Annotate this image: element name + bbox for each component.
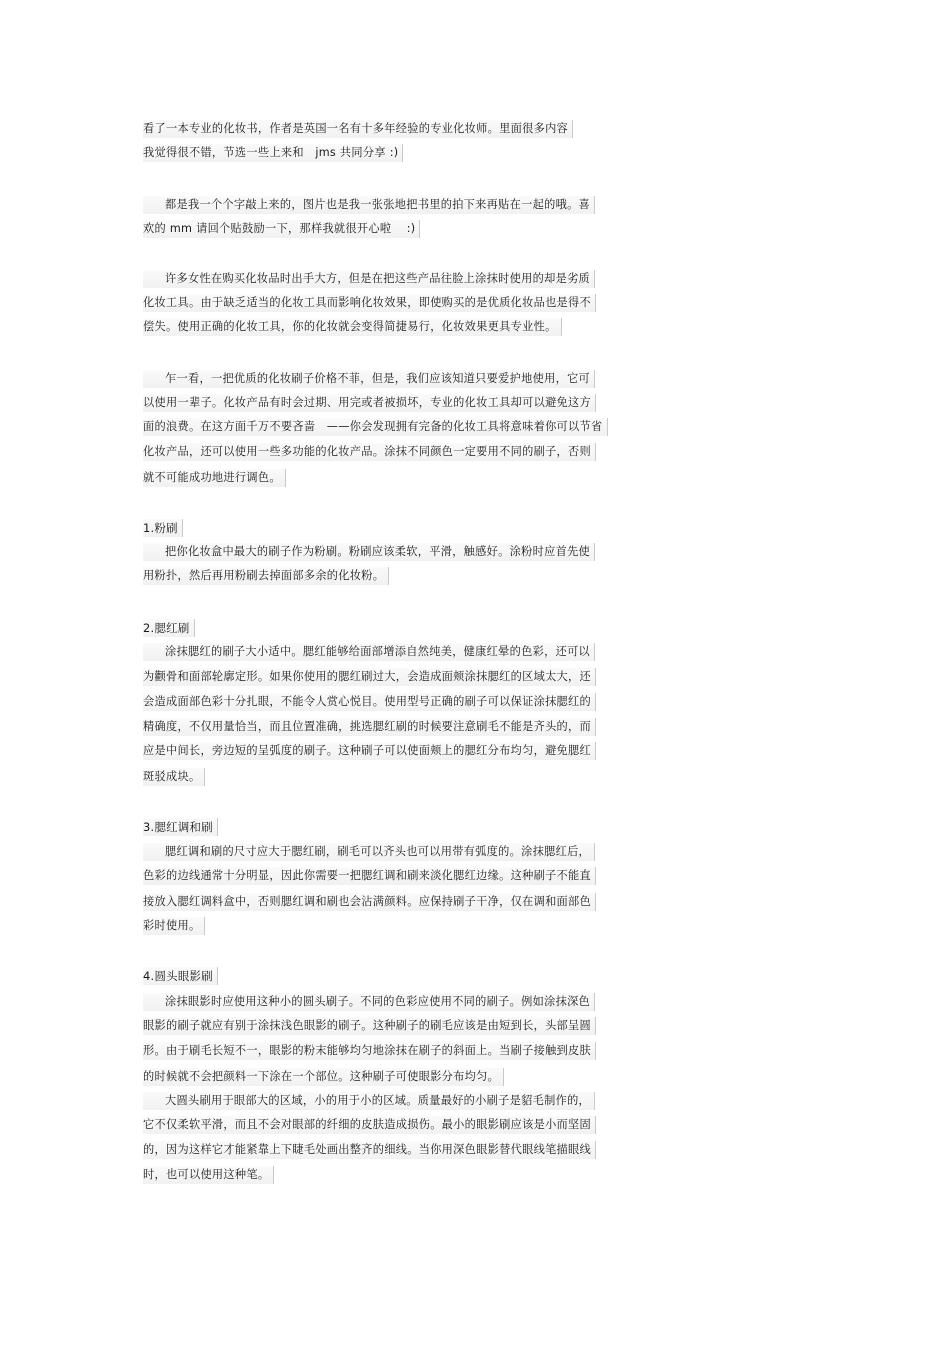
text-line: 为颧骨和面部轮廓定形。如果你使用的腮红刷过大，会造成面颊涂抹腮红的区域太大，还	[143, 668, 596, 686]
section-heading: 1.粉刷	[143, 519, 183, 537]
text-line: 用粉扑，然后再用粉刷去掉面部多余的化妆粉。	[143, 567, 389, 585]
text-line: 我觉得很不错，节选一些上来和 jms 共同分享 :)	[143, 144, 403, 162]
text-line: 的，因为这样它才能紧靠上下睫毛处画出整齐的细线。当你用深色眼影替代眼线笔描眼线	[143, 1141, 596, 1159]
text-line: 形。由于刷毛长短不一，眼影的粉末能够均匀地涂抹在刷子的斜面上。当刷子接触到皮肤	[143, 1042, 596, 1060]
text-line: 看了一本专业的化妆书，作者是英国一名有十多年经验的专业化妆师。里面很多内容	[143, 120, 573, 138]
text-line: 欢的 mm 请回个贴鼓励一下，那样我就很开心啦 :)	[143, 220, 420, 238]
text-line: 眼影的刷子就应有别于涂抹浅色眼影的刷子。这种刷子的刷毛应该是由短到长，头部呈圆	[143, 1017, 596, 1035]
text-line: 它不仅柔软平滑，而且不会对眼部的纤细的皮肤造成损伤。最小的眼影刷应该是小而坚固	[143, 1116, 596, 1134]
text-line: 涂抹腮红的刷子大小适中。腮红能够给面部增添自然纯美，健康红晕的色彩，还可以	[143, 643, 595, 661]
text-line: 彩时使用。	[143, 917, 205, 935]
text-line: 把你化妆盒中最大的刷子作为粉刷。粉刷应该柔软，平滑，触感好。涂粉时应首先使	[143, 543, 595, 561]
text-line: 接放入腮红调料盒中，否则腮红调和刷也会沾满颜料。应保持刷子干净，仅在调和面部色	[143, 893, 596, 911]
text-line: 腮红调和刷的尺寸应大于腮红刷，刷毛可以齐头也可以用带有弧度的。涂抹腮红后，	[143, 843, 595, 861]
section-heading: 4.圆头眼影刷	[143, 967, 218, 985]
text-line: 会造成面部色彩十分扎眼，不能令人赏心悦目。使用型号正确的刷子可以保证涂抹腮红的	[143, 693, 596, 711]
text-line: 时，也可以使用这种笔。	[143, 1166, 274, 1184]
text-line: 斑驳成块。	[143, 768, 205, 786]
text-line: 面的浪费。在这方面千万不要吝啬 ——你会发现拥有完备的化妆工具将意味着你可以节省	[143, 418, 608, 436]
text-line: 许多女性在购买化妆品时出手大方，但是在把这些产品往脸上涂抹时使用的却是劣质	[143, 270, 595, 288]
text-line: 大圆头刷用于眼部大的区域，小的用于小的区域。质量最好的小刷子是貂毛制作的，	[143, 1092, 595, 1110]
text-line: 的时候就不会把颜料一下涂在一个部位。这种刷子可使眼影分布均匀。	[143, 1068, 504, 1086]
text-line: 乍一看，一把优质的化妆刷子价格不菲，但是，我们应该知道只要爱护地使用，它可	[143, 370, 595, 388]
text-line: 应是中间长，旁边短的呈弧度的刷子。这种刷子可以使面颊上的腮红分布均匀，避免腮红	[143, 742, 596, 760]
section-heading: 2.腮红刷	[143, 619, 195, 637]
text-line: 化妆工具。由于缺乏适当的化妆工具而影响化妆效果，即使购买的是优质化妆品也是得不	[143, 294, 596, 312]
text-line: 涂抹眼影时应使用这种小的圆头刷子。不同的色彩应使用不同的刷子。例如涂抹深色	[143, 993, 595, 1011]
text-line: 色彩的边线通常十分明显，因此你需要一把腮红调和刷来淡化腮红边缘。这种刷子不能直	[143, 867, 596, 885]
text-line: 精确度，不仅用量恰当，而且位置准确，挑选腮红刷的时候要注意刷毛不能是齐头的，而	[143, 718, 596, 736]
text-line: 化妆产品，还可以使用一些多功能的化妆产品。涂抹不同颜色一定要用不同的刷子，否则	[143, 443, 596, 461]
text-line: 都是我一个个字敲上来的，图片也是我一张张地把书里的拍下来再贴在一起的哦。喜	[143, 196, 595, 214]
section-heading: 3.腮红调和刷	[143, 818, 218, 836]
text-line: 就不可能成功地进行调色。	[143, 469, 286, 487]
text-line: 以使用一辈子。化妆产品有时会过期、用完或者被损坏，专业的化妆工具却可以避免这方	[143, 394, 596, 412]
text-line: 偿失。使用正确的化妆工具，你的化妆就会变得简捷易行，化妆效果更具专业性。	[143, 318, 562, 336]
